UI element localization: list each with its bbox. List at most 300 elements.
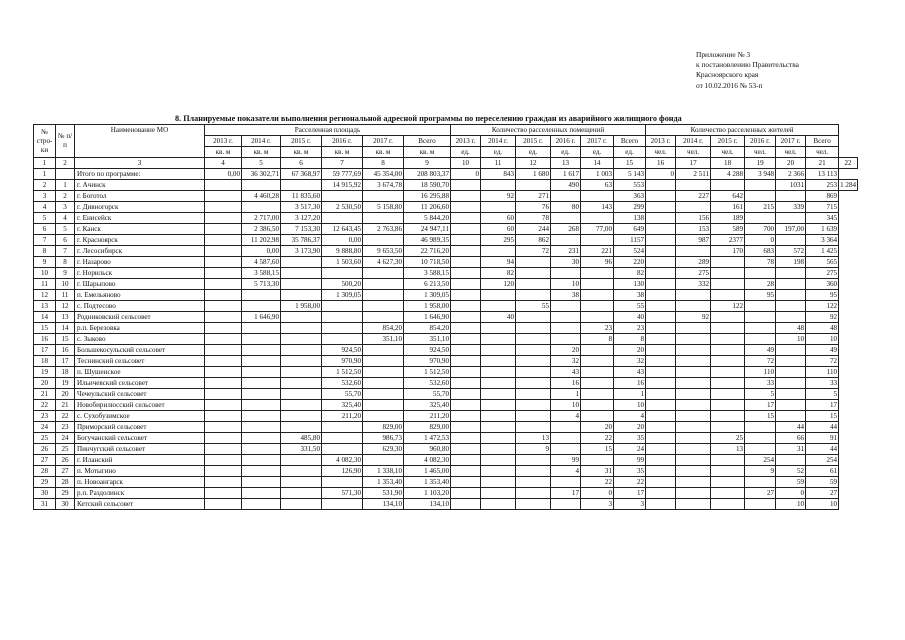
value-cell: 1 bbox=[551, 389, 581, 400]
value-cell: 629,30 bbox=[363, 444, 404, 455]
value-cell bbox=[481, 455, 516, 466]
value-cell bbox=[322, 334, 363, 345]
row-number: 8 bbox=[34, 246, 56, 257]
value-cell bbox=[776, 191, 806, 202]
value-cell: 43 bbox=[551, 367, 581, 378]
value-cell bbox=[551, 301, 581, 312]
value-cell bbox=[711, 389, 745, 400]
value-cell: 924,50 bbox=[322, 345, 363, 356]
item-number: 7 bbox=[56, 246, 75, 257]
value-cell bbox=[745, 301, 776, 312]
column-number: 13 bbox=[551, 158, 581, 169]
value-cell bbox=[481, 202, 516, 213]
header-group-area: Расселенная площадь bbox=[205, 125, 451, 136]
column-number: 15 bbox=[614, 158, 646, 169]
value-cell bbox=[711, 477, 745, 488]
value-cell bbox=[646, 477, 676, 488]
value-cell: 17 bbox=[551, 488, 581, 499]
row-number: 22 bbox=[34, 400, 56, 411]
value-cell bbox=[676, 499, 711, 510]
value-cell: 20 bbox=[614, 422, 646, 433]
value-cell bbox=[581, 367, 614, 378]
value-cell: 38 bbox=[614, 290, 646, 301]
item-number: 8 bbox=[56, 257, 75, 268]
value-cell: 649 bbox=[614, 224, 646, 235]
value-cell bbox=[516, 499, 551, 510]
value-cell bbox=[281, 389, 322, 400]
value-cell bbox=[451, 202, 481, 213]
value-cell: 254 bbox=[745, 455, 776, 466]
column-number: 9 bbox=[404, 158, 451, 169]
value-cell: 1 353,40 bbox=[404, 477, 451, 488]
value-cell bbox=[646, 312, 676, 323]
value-cell: 345 bbox=[806, 213, 839, 224]
value-cell bbox=[711, 257, 745, 268]
value-cell: 0,00 bbox=[242, 246, 281, 257]
value-cell: 12 643,45 bbox=[322, 224, 363, 235]
value-cell: 275 bbox=[806, 268, 839, 279]
value-cell bbox=[646, 257, 676, 268]
header-year-area: 2015 г. bbox=[281, 136, 322, 147]
item-number: 4 bbox=[56, 213, 75, 224]
mo-name: Богучанский сельсовет bbox=[75, 433, 205, 444]
value-cell: 2377 bbox=[711, 235, 745, 246]
table-row bbox=[34, 466, 858, 477]
value-cell bbox=[322, 499, 363, 510]
table-body bbox=[34, 169, 858, 510]
value-cell: 0 bbox=[451, 169, 481, 180]
item-number: 6 bbox=[56, 235, 75, 246]
value-cell bbox=[205, 433, 242, 444]
value-cell bbox=[646, 246, 676, 257]
value-cell bbox=[516, 411, 551, 422]
value-cell bbox=[451, 180, 481, 191]
value-cell bbox=[205, 466, 242, 477]
value-cell bbox=[205, 312, 242, 323]
value-cell bbox=[242, 389, 281, 400]
value-cell: 220 bbox=[614, 257, 646, 268]
value-cell: 553 bbox=[614, 180, 646, 191]
value-cell: 642 bbox=[711, 191, 745, 202]
value-cell bbox=[481, 301, 516, 312]
value-cell bbox=[363, 345, 404, 356]
value-cell: 3 674,78 bbox=[363, 180, 404, 191]
value-cell bbox=[516, 279, 551, 290]
row-number: 24 bbox=[34, 422, 56, 433]
value-cell bbox=[646, 433, 676, 444]
value-cell bbox=[711, 455, 745, 466]
value-cell: 7 153,30 bbox=[281, 224, 322, 235]
value-cell: 31 bbox=[581, 466, 614, 477]
value-cell: 5 bbox=[745, 389, 776, 400]
value-cell: 4 bbox=[614, 411, 646, 422]
value-cell bbox=[551, 235, 581, 246]
value-cell: 10 bbox=[614, 400, 646, 411]
value-cell bbox=[551, 433, 581, 444]
value-cell bbox=[363, 191, 404, 202]
column-number: 18 bbox=[711, 158, 745, 169]
value-cell bbox=[242, 323, 281, 334]
header-unit-people: чел. bbox=[646, 147, 676, 158]
value-cell bbox=[676, 290, 711, 301]
value-cell bbox=[205, 477, 242, 488]
column-number: 8 bbox=[363, 158, 404, 169]
value-cell: 9 bbox=[516, 444, 551, 455]
value-cell: 17 bbox=[614, 488, 646, 499]
value-cell bbox=[516, 290, 551, 301]
value-cell bbox=[776, 301, 806, 312]
value-cell bbox=[363, 279, 404, 290]
value-cell: 0 bbox=[776, 488, 806, 499]
value-cell bbox=[322, 444, 363, 455]
value-cell: 843 bbox=[481, 169, 516, 180]
value-cell: 197,00 bbox=[776, 224, 806, 235]
header-column-numbers bbox=[34, 158, 858, 169]
value-cell bbox=[646, 422, 676, 433]
value-cell: 82 bbox=[614, 268, 646, 279]
value-cell bbox=[646, 345, 676, 356]
value-cell: 15 bbox=[745, 411, 776, 422]
value-cell: 16 bbox=[614, 378, 646, 389]
mo-name: г. Красноярск bbox=[75, 235, 205, 246]
value-cell bbox=[646, 389, 676, 400]
value-cell bbox=[581, 268, 614, 279]
value-cell bbox=[242, 180, 281, 191]
mo-name: Большекосульский сельсовет bbox=[75, 345, 205, 356]
value-cell bbox=[205, 389, 242, 400]
value-cell bbox=[451, 323, 481, 334]
value-cell bbox=[451, 455, 481, 466]
row-number: 31 bbox=[34, 499, 56, 510]
header-year-people: 2015 г. bbox=[711, 136, 745, 147]
value-cell: 0,00 bbox=[205, 169, 242, 180]
value-cell bbox=[516, 455, 551, 466]
value-cell bbox=[516, 268, 551, 279]
value-cell bbox=[281, 257, 322, 268]
value-cell bbox=[581, 191, 614, 202]
table-row bbox=[34, 378, 858, 389]
value-cell bbox=[363, 301, 404, 312]
value-cell bbox=[281, 180, 322, 191]
value-cell bbox=[322, 301, 363, 312]
value-cell bbox=[711, 466, 745, 477]
value-cell bbox=[281, 466, 322, 477]
value-cell bbox=[711, 279, 745, 290]
value-cell bbox=[242, 334, 281, 345]
value-cell bbox=[481, 334, 516, 345]
value-cell: 10 bbox=[776, 499, 806, 510]
value-cell bbox=[205, 290, 242, 301]
value-cell: 8 bbox=[581, 334, 614, 345]
value-cell bbox=[711, 400, 745, 411]
value-cell bbox=[451, 499, 481, 510]
value-cell: 4 288 bbox=[711, 169, 745, 180]
header-unit-area: кв. м bbox=[281, 147, 322, 158]
value-cell: 23 bbox=[614, 323, 646, 334]
value-cell: 61 bbox=[806, 466, 839, 477]
value-cell: 28 bbox=[745, 279, 776, 290]
value-cell bbox=[451, 334, 481, 345]
mo-name: г. Боготол bbox=[75, 191, 205, 202]
value-cell bbox=[205, 345, 242, 356]
value-cell bbox=[711, 345, 745, 356]
row-number: 17 bbox=[34, 345, 56, 356]
value-cell: 72 bbox=[806, 356, 839, 367]
column-number: 1 bbox=[34, 158, 56, 169]
value-cell bbox=[676, 378, 711, 389]
value-cell: 0 bbox=[646, 169, 676, 180]
value-cell bbox=[451, 400, 481, 411]
value-cell: 339 bbox=[776, 202, 806, 213]
value-cell: 122 bbox=[806, 301, 839, 312]
value-cell: 1157 bbox=[614, 235, 646, 246]
value-cell: 134,10 bbox=[404, 499, 451, 510]
item-number: 18 bbox=[56, 367, 75, 378]
value-cell bbox=[205, 257, 242, 268]
value-cell bbox=[676, 202, 711, 213]
value-cell bbox=[481, 367, 516, 378]
row-number: 20 bbox=[34, 378, 56, 389]
value-cell: 1 003 bbox=[581, 169, 614, 180]
value-cell: 11 206,60 bbox=[404, 202, 451, 213]
value-cell bbox=[242, 290, 281, 301]
value-cell: 221 bbox=[581, 246, 614, 257]
header-unit-people: чел. bbox=[676, 147, 711, 158]
value-cell bbox=[363, 411, 404, 422]
value-cell bbox=[676, 301, 711, 312]
value-cell bbox=[481, 477, 516, 488]
value-cell bbox=[711, 323, 745, 334]
table-row bbox=[34, 433, 858, 444]
row-number: 9 bbox=[34, 257, 56, 268]
value-cell bbox=[322, 477, 363, 488]
header-unit-area: кв. м bbox=[242, 147, 281, 158]
column-number: 3 bbox=[75, 158, 205, 169]
mo-name: р.п. Раздолинск bbox=[75, 488, 205, 499]
row-number: 12 bbox=[34, 290, 56, 301]
value-cell: 170 bbox=[711, 246, 745, 257]
value-cell bbox=[451, 345, 481, 356]
value-cell bbox=[676, 433, 711, 444]
header-unit-area: кв. м bbox=[322, 147, 363, 158]
value-cell: 4 bbox=[551, 411, 581, 422]
value-cell bbox=[451, 224, 481, 235]
row-number: 23 bbox=[34, 411, 56, 422]
value-cell bbox=[281, 411, 322, 422]
value-cell: 55 bbox=[516, 301, 551, 312]
value-cell bbox=[516, 400, 551, 411]
value-cell bbox=[646, 235, 676, 246]
value-cell: 325,40 bbox=[322, 400, 363, 411]
value-cell: 44 bbox=[776, 422, 806, 433]
value-cell bbox=[205, 367, 242, 378]
value-cell: 99 bbox=[551, 455, 581, 466]
value-cell bbox=[551, 268, 581, 279]
column-number: 16 bbox=[646, 158, 676, 169]
column-number: 14 bbox=[581, 158, 614, 169]
value-cell bbox=[646, 279, 676, 290]
mo-name: г. Лесосибирск bbox=[75, 246, 205, 257]
value-cell: 126,90 bbox=[322, 466, 363, 477]
table-row bbox=[34, 389, 858, 400]
header-year-rooms: 2017 г. bbox=[581, 136, 614, 147]
value-cell bbox=[481, 499, 516, 510]
mo-name: п. Емельяново bbox=[75, 290, 205, 301]
header-unit-area: кв. м bbox=[205, 147, 242, 158]
header-unit-rooms: ед. bbox=[481, 147, 516, 158]
value-cell: 275 bbox=[676, 268, 711, 279]
table-row bbox=[34, 268, 858, 279]
value-cell: 715 bbox=[806, 202, 839, 213]
value-cell: 35 786,37 bbox=[281, 235, 322, 246]
item-number: 11 bbox=[56, 290, 75, 301]
value-cell: 45 354,00 bbox=[363, 169, 404, 180]
value-cell: 589 bbox=[711, 224, 745, 235]
row-number: 1 bbox=[34, 169, 56, 180]
value-cell bbox=[242, 422, 281, 433]
value-cell bbox=[776, 367, 806, 378]
value-cell bbox=[581, 235, 614, 246]
value-cell bbox=[322, 433, 363, 444]
value-cell bbox=[711, 290, 745, 301]
value-cell bbox=[745, 312, 776, 323]
value-cell: 4 460,28 bbox=[242, 191, 281, 202]
value-cell bbox=[711, 488, 745, 499]
value-cell: 5 143 bbox=[614, 169, 646, 180]
header-unit-people: чел. bbox=[745, 147, 776, 158]
value-cell: 92 bbox=[676, 312, 711, 323]
value-cell bbox=[281, 378, 322, 389]
item-number: 26 bbox=[56, 455, 75, 466]
mo-name: Кетский сельсовет bbox=[75, 499, 205, 510]
value-cell bbox=[451, 389, 481, 400]
value-cell bbox=[745, 191, 776, 202]
value-cell: 215 bbox=[745, 202, 776, 213]
header-unit-rooms: ед. bbox=[551, 147, 581, 158]
value-cell bbox=[711, 312, 745, 323]
value-cell bbox=[451, 191, 481, 202]
value-cell bbox=[676, 356, 711, 367]
header-unit-people: чел. bbox=[711, 147, 745, 158]
table-row bbox=[34, 169, 858, 180]
table-row bbox=[34, 279, 858, 290]
header-year-area: 2017 г. bbox=[363, 136, 404, 147]
column-number: 10 bbox=[451, 158, 481, 169]
value-cell: 4 082,30 bbox=[322, 455, 363, 466]
value-cell: 1 639 bbox=[806, 224, 839, 235]
value-cell: 94 bbox=[481, 257, 516, 268]
value-cell: 1 425 bbox=[806, 246, 839, 257]
mo-name: с. Сухобузимское bbox=[75, 411, 205, 422]
value-cell bbox=[281, 268, 322, 279]
value-cell bbox=[481, 356, 516, 367]
value-cell bbox=[205, 422, 242, 433]
value-cell bbox=[776, 411, 806, 422]
value-cell bbox=[676, 455, 711, 466]
value-cell bbox=[205, 180, 242, 191]
value-cell: 24 947,11 bbox=[404, 224, 451, 235]
appendix-line: Приложение № 3 bbox=[696, 50, 751, 59]
value-cell bbox=[322, 422, 363, 433]
value-cell bbox=[281, 279, 322, 290]
item-number: 30 bbox=[56, 499, 75, 510]
value-cell: 683 bbox=[745, 246, 776, 257]
value-cell: 1 103,20 bbox=[404, 488, 451, 499]
value-cell bbox=[242, 499, 281, 510]
table-row bbox=[34, 400, 858, 411]
value-cell bbox=[581, 389, 614, 400]
value-cell bbox=[451, 367, 481, 378]
row-number: 11 bbox=[34, 279, 56, 290]
value-cell: 524 bbox=[614, 246, 646, 257]
value-cell: 325,40 bbox=[404, 400, 451, 411]
value-cell: 5 158,80 bbox=[363, 202, 404, 213]
value-cell: 60 bbox=[481, 224, 516, 235]
value-cell: 490 bbox=[551, 180, 581, 191]
mo-name: р.п. Березовка bbox=[75, 323, 205, 334]
value-cell: 96 bbox=[581, 257, 614, 268]
value-cell: 1 338,10 bbox=[363, 466, 404, 477]
value-cell bbox=[516, 389, 551, 400]
table-row bbox=[34, 444, 858, 455]
value-cell bbox=[676, 488, 711, 499]
value-cell bbox=[676, 477, 711, 488]
value-cell bbox=[745, 444, 776, 455]
value-cell: 95 bbox=[806, 290, 839, 301]
value-cell: 208 803,37 bbox=[404, 169, 451, 180]
value-cell bbox=[363, 268, 404, 279]
row-number: 2 bbox=[34, 180, 56, 191]
value-cell: 22 716,20 bbox=[404, 246, 451, 257]
value-cell bbox=[281, 334, 322, 345]
value-cell: 0 bbox=[745, 235, 776, 246]
row-number: 25 bbox=[34, 433, 56, 444]
item-number: 1 bbox=[56, 180, 75, 191]
value-cell bbox=[551, 312, 581, 323]
value-cell bbox=[551, 323, 581, 334]
value-cell: 15 bbox=[806, 411, 839, 422]
value-cell: 30 bbox=[551, 257, 581, 268]
value-cell: 44 bbox=[806, 444, 839, 455]
value-cell bbox=[581, 213, 614, 224]
value-cell bbox=[451, 411, 481, 422]
value-cell: 4 587,60 bbox=[242, 257, 281, 268]
item-number: 14 bbox=[56, 323, 75, 334]
value-cell bbox=[776, 400, 806, 411]
value-cell: 332 bbox=[676, 279, 711, 290]
item-number: 25 bbox=[56, 444, 75, 455]
value-cell: 20 bbox=[581, 422, 614, 433]
value-cell bbox=[581, 345, 614, 356]
value-cell: 60 bbox=[481, 213, 516, 224]
header-row-no: № стро-ки bbox=[34, 125, 56, 158]
data-table bbox=[33, 124, 858, 510]
value-cell: 360 bbox=[806, 279, 839, 290]
value-cell: 1 958,00 bbox=[281, 301, 322, 312]
table-row bbox=[34, 312, 858, 323]
value-cell bbox=[581, 312, 614, 323]
value-cell bbox=[205, 224, 242, 235]
value-cell: 16 295,88 bbox=[404, 191, 451, 202]
appendix-line: к постановлению Правительства bbox=[696, 60, 799, 70]
value-cell bbox=[776, 279, 806, 290]
column-number: 19 bbox=[745, 158, 776, 169]
value-cell: 2 511 bbox=[676, 169, 711, 180]
value-cell bbox=[745, 477, 776, 488]
item-number: 28 bbox=[56, 477, 75, 488]
value-cell bbox=[516, 257, 551, 268]
value-cell bbox=[646, 334, 676, 345]
